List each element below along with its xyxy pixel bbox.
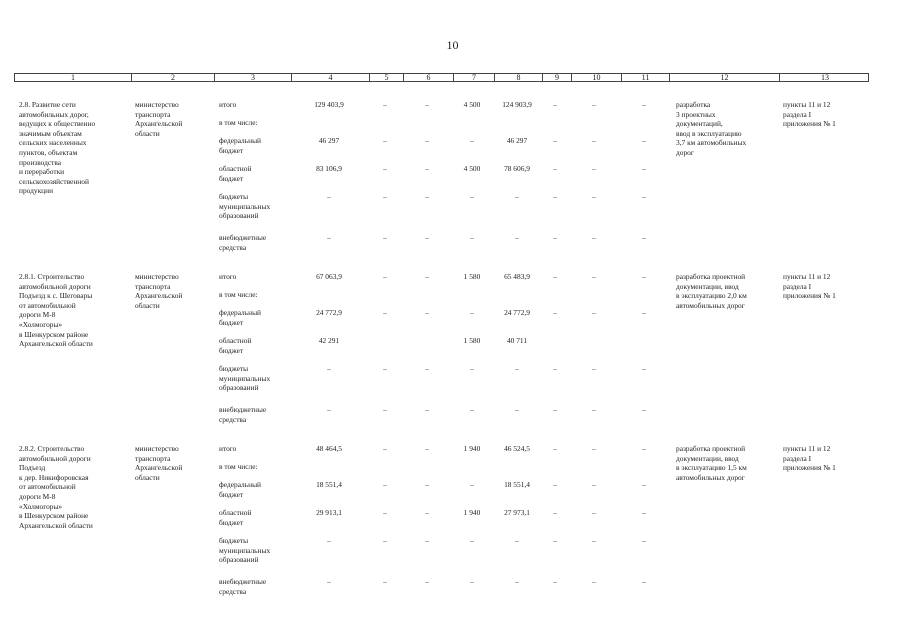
funding-source-label: итого: [219, 272, 237, 281]
funding-value: –: [515, 536, 519, 545]
result-line: разработка проектной: [676, 444, 746, 453]
funding-value: 24 772,9: [316, 308, 342, 317]
result-line: документаций,: [676, 119, 723, 129]
funding-source-label: средства: [219, 242, 247, 252]
funding-value: –: [553, 100, 557, 109]
funding-value: –: [425, 308, 429, 317]
funding-value: –: [425, 100, 429, 109]
result-line: автомобильных дорог: [676, 300, 745, 310]
measure-title-line: 2.8. Развитие сети: [19, 100, 76, 109]
funding-source-label: бюджеты: [219, 192, 249, 201]
funding-value: –: [642, 480, 646, 489]
reference-line: раздела I: [783, 453, 812, 463]
funding-value: –: [592, 136, 596, 145]
executor-line: министерство: [135, 272, 179, 281]
funding-source-label: внебюджетные: [219, 577, 267, 586]
funding-value: –: [383, 536, 387, 545]
funding-value: 1 940: [463, 444, 481, 453]
funding-source-label: бюджет: [219, 345, 244, 355]
funding-value: –: [383, 508, 387, 517]
funding-value: –: [327, 233, 331, 242]
funding-value: –: [642, 100, 646, 109]
funding-value: –: [642, 136, 646, 145]
funding-source-label: бюджет: [219, 489, 244, 499]
funding-value: 78 606,9: [504, 164, 530, 173]
measure-title-line: Архангельской области: [19, 520, 93, 530]
funding-value: –: [425, 272, 429, 281]
funding-value: –: [553, 164, 557, 173]
column-header-row: [14, 73, 869, 82]
funding-value: 67 063,9: [316, 272, 342, 281]
funding-value: –: [592, 308, 596, 317]
column-header-1: 1: [71, 73, 75, 82]
reference-line: раздела I: [783, 109, 812, 119]
funding-value: –: [592, 164, 596, 173]
column-header-10: 10: [571, 74, 621, 81]
funding-value: –: [642, 508, 646, 517]
funding-value: 4 500: [463, 164, 481, 173]
funding-value: –: [553, 192, 557, 201]
funding-value: –: [383, 577, 387, 586]
result-line: автомобильных дорог: [676, 472, 745, 482]
funding-value: –: [383, 136, 387, 145]
result-line: 3 проектных: [676, 109, 716, 119]
result-line: документации, ввод: [676, 453, 739, 463]
funding-value: –: [553, 136, 557, 145]
executor-line: области: [135, 472, 160, 482]
funding-value: –: [592, 480, 596, 489]
funding-value: –: [327, 405, 331, 414]
executor-line: транспорта: [135, 453, 171, 463]
measure-title-line: Архангельской области: [19, 339, 93, 349]
result-line: разработка: [676, 100, 711, 109]
funding-value: –: [592, 536, 596, 545]
funding-value: –: [383, 480, 387, 489]
result-line: документации, ввод: [676, 281, 739, 291]
funding-source-label: средства: [219, 586, 247, 596]
measure-title-line: «Холмогоры»: [19, 320, 63, 329]
funding-value: –: [592, 508, 596, 517]
funding-source-label: внебюджетные: [219, 405, 267, 414]
funding-value: 27 973,1: [504, 508, 530, 517]
funding-value: –: [642, 308, 646, 317]
funding-value: –: [515, 577, 519, 586]
funding-value: –: [425, 508, 429, 517]
measure-title-line: и переработки: [19, 167, 65, 177]
funding-source-label: образований: [219, 211, 259, 221]
funding-source-label: образований: [219, 383, 259, 393]
funding-value: –: [642, 536, 646, 545]
funding-value: –: [383, 100, 387, 109]
executor-line: транспорта: [135, 109, 171, 119]
funding-value: 124 903,9: [502, 100, 532, 109]
measure-title-line: от автомобильной: [19, 482, 76, 492]
column-header-4: 4: [291, 74, 369, 81]
column-header-13: 13: [779, 74, 870, 81]
funding-value: –: [470, 233, 474, 242]
result-line: дорог: [676, 148, 694, 157]
executor-line: Архангельской: [135, 291, 183, 301]
funding-source-label: областной: [219, 336, 252, 345]
funding-source-label: средства: [219, 414, 247, 424]
funding-value: –: [553, 536, 557, 545]
measure-title-line: в Шенкурском районе: [19, 329, 89, 339]
funding-value: –: [425, 536, 429, 545]
measure-title-line: к дер. Никифоровская: [19, 472, 89, 482]
column-header-5: 5: [369, 74, 403, 81]
measure-title-line: дороги М-8: [19, 492, 56, 501]
funding-value: –: [592, 577, 596, 586]
funding-value: –: [470, 405, 474, 414]
result-line: в эксплуатацию 2,0 км: [676, 291, 747, 301]
funding-source-label: федеральный: [219, 136, 261, 145]
funding-value: –: [425, 136, 429, 145]
measure-title-line: 2.8.1. Строительство: [19, 272, 85, 281]
executor-line: транспорта: [135, 281, 171, 291]
measure-title-line: автомобильных дорог,: [19, 109, 89, 119]
funding-value: 65 483,9: [504, 272, 530, 281]
funding-source-label: бюджет: [219, 517, 244, 527]
funding-source-label: итого: [219, 100, 237, 109]
funding-value: –: [327, 577, 331, 586]
measure-title-line: «Холмогоры»: [19, 501, 63, 511]
funding-value: –: [515, 364, 519, 373]
reference-line: раздела I: [783, 281, 812, 291]
funding-source-label: в том числе:: [219, 290, 258, 299]
funding-value: –: [515, 192, 519, 201]
funding-value: –: [327, 364, 331, 373]
funding-source-label: внебюджетные: [219, 233, 267, 242]
funding-value: –: [515, 405, 519, 414]
funding-value: –: [327, 536, 331, 545]
funding-value: –: [425, 480, 429, 489]
funding-value: –: [383, 272, 387, 281]
funding-value: –: [470, 480, 474, 489]
funding-value: –: [642, 272, 646, 281]
executor-line: Архангельской: [135, 463, 183, 473]
funding-source-label: образований: [219, 555, 259, 565]
column-header-3: 3: [214, 74, 291, 81]
reference-line: пункты 11 и 12: [783, 100, 831, 109]
executor-line: министерство: [135, 100, 179, 109]
measure-title-line: значимым объектам: [19, 128, 82, 138]
funding-source-label: бюджеты: [219, 536, 249, 545]
funding-value: 48 464,5: [316, 444, 342, 453]
funding-value: 1 940: [463, 508, 481, 517]
funding-value: –: [642, 164, 646, 173]
funding-value: –: [592, 405, 596, 414]
measure-title-line: продукции: [19, 186, 54, 196]
funding-source-label: бюджет: [219, 317, 244, 327]
reference-line: пункты 11 и 12: [783, 272, 831, 281]
funding-value: –: [553, 480, 557, 489]
funding-value: 129 403,9: [314, 100, 344, 109]
funding-value: –: [592, 100, 596, 109]
reference-line: пункты 11 и 12: [783, 444, 831, 453]
funding-value: 18 551,4: [316, 480, 342, 489]
funding-source-label: итого: [219, 444, 237, 453]
measure-title-line: производства: [19, 157, 62, 167]
funding-source-label: муниципальных: [219, 373, 271, 383]
result-line: в эксплуатацию 1,5 км: [676, 463, 747, 473]
funding-value: –: [642, 364, 646, 373]
funding-value: 4 500: [463, 100, 481, 109]
funding-value: –: [553, 508, 557, 517]
funding-value: 46 297: [506, 136, 528, 145]
funding-value: –: [470, 364, 474, 373]
executor-line: области: [135, 300, 160, 310]
executor-line: Архангельской: [135, 119, 183, 129]
funding-value: 40 711: [506, 336, 528, 345]
funding-value: –: [592, 272, 596, 281]
funding-value: –: [642, 405, 646, 414]
measure-title-line: автомобильной дороги: [19, 453, 91, 463]
measure-title-line: ведущих к общественно: [19, 119, 96, 129]
funding-value: 29 913,1: [316, 508, 342, 517]
funding-value: –: [425, 164, 429, 173]
funding-value: 1 580: [463, 336, 481, 345]
funding-value: –: [470, 308, 474, 317]
funding-value: –: [470, 536, 474, 545]
funding-source-label: в том числе:: [219, 118, 258, 127]
funding-value: 24 772,9: [504, 308, 530, 317]
measure-title-line: пунктов, объектам: [19, 148, 78, 157]
funding-source-label: федеральный: [219, 480, 261, 489]
funding-value: –: [642, 233, 646, 242]
funding-source-label: областной: [219, 164, 252, 173]
reference-line: приложения № 1: [783, 291, 836, 301]
measure-title-line: дороги М-8: [19, 310, 56, 320]
funding-value: –: [592, 192, 596, 201]
measure-title-line: в Шенкурском районе: [19, 511, 89, 521]
measure-title-line: от автомобильной: [19, 300, 76, 310]
funding-source-label: в том числе:: [219, 462, 258, 471]
funding-source-label: муниципальных: [219, 545, 271, 555]
reference-line: приложения № 1: [783, 463, 836, 473]
funding-value: –: [470, 192, 474, 201]
executor-line: министерство: [135, 444, 179, 453]
funding-value: –: [642, 577, 646, 586]
funding-value: 1 580: [463, 272, 481, 281]
funding-source-label: бюджеты: [219, 364, 249, 373]
executor-line: области: [135, 128, 160, 138]
result-line: ввод в эксплуатацию: [676, 128, 742, 138]
funding-value: –: [383, 192, 387, 201]
measure-title-line: автомобильной дороги: [19, 281, 91, 291]
funding-value: –: [383, 233, 387, 242]
funding-value: 46 297: [318, 136, 340, 145]
funding-value: –: [327, 192, 331, 201]
column-header-11: 11: [621, 74, 669, 81]
funding-value: –: [425, 233, 429, 242]
column-header-8: 8: [494, 74, 542, 81]
measure-title-line: 2.8.2. Строительство: [19, 444, 85, 453]
funding-value: –: [592, 444, 596, 453]
measure-title-line: Подъезд к с. Шеговары: [19, 291, 93, 301]
funding-value: 42 291: [318, 336, 340, 345]
funding-source-label: муниципальных: [219, 201, 271, 211]
funding-source-label: бюджет: [219, 145, 244, 155]
result-line: 3,7 км автомобильных: [676, 138, 747, 148]
result-line: разработка проектной: [676, 272, 746, 281]
funding-value: –: [553, 364, 557, 373]
measure-title-line: сельских населенных: [19, 138, 87, 148]
funding-value: –: [383, 444, 387, 453]
funding-value: –: [553, 577, 557, 586]
funding-value: 83 106,9: [316, 164, 342, 173]
funding-value: –: [470, 136, 474, 145]
funding-value: –: [425, 405, 429, 414]
column-header-7: 7: [453, 74, 494, 81]
page-number: 10: [446, 38, 459, 52]
funding-value: –: [515, 233, 519, 242]
funding-value: –: [553, 405, 557, 414]
column-header-2: 2: [131, 74, 214, 81]
funding-value: –: [553, 272, 557, 281]
funding-value: –: [642, 192, 646, 201]
funding-value: –: [425, 577, 429, 586]
measure-title-line: Подъезд: [19, 463, 46, 473]
funding-value: –: [425, 444, 429, 453]
funding-value: 46 524,5: [504, 444, 530, 453]
funding-source-label: бюджет: [219, 173, 244, 183]
funding-value: 18 551,4: [504, 480, 530, 489]
funding-value: –: [383, 308, 387, 317]
funding-value: –: [642, 444, 646, 453]
measure-title-line: сельскохозяйственной: [19, 176, 89, 186]
funding-value: –: [383, 164, 387, 173]
funding-value: –: [553, 233, 557, 242]
column-header-9: 9: [542, 74, 571, 81]
funding-value: –: [383, 405, 387, 414]
funding-value: –: [470, 577, 474, 586]
funding-source-label: федеральный: [219, 308, 261, 317]
funding-value: –: [553, 444, 557, 453]
funding-value: –: [425, 192, 429, 201]
reference-line: приложения № 1: [783, 119, 836, 129]
column-header-12: 12: [669, 74, 779, 81]
column-header-6: 6: [403, 74, 453, 81]
funding-value: –: [592, 364, 596, 373]
funding-value: –: [383, 364, 387, 373]
funding-value: –: [592, 233, 596, 242]
funding-source-label: областной: [219, 508, 252, 517]
funding-value: –: [425, 364, 429, 373]
funding-value: –: [553, 308, 557, 317]
